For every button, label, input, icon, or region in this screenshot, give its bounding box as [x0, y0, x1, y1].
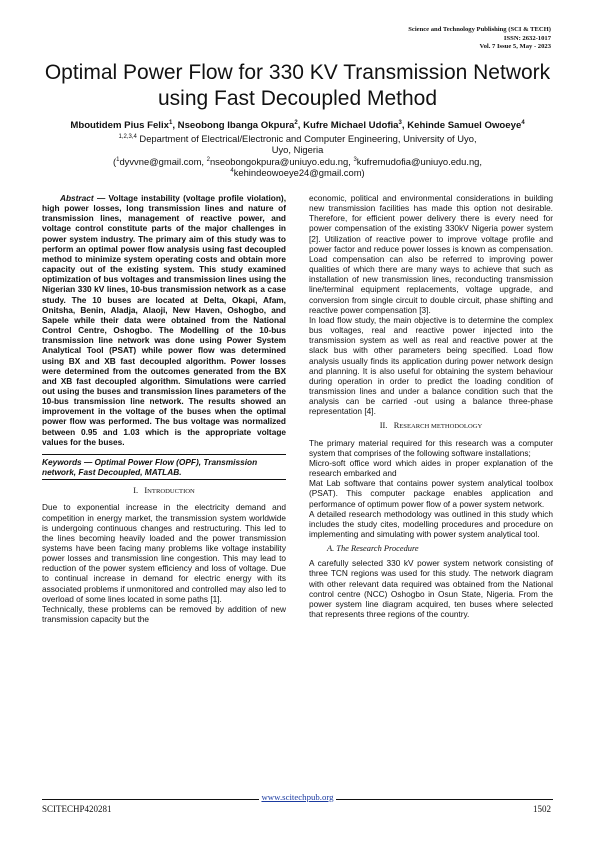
- author-name: Nseobong Ibanga Okpura: [177, 120, 295, 131]
- author-sup: 2: [294, 119, 298, 126]
- section-heading-introduction: [42, 486, 286, 497]
- section-number: I.: [133, 486, 139, 496]
- journal-header: [408, 26, 551, 52]
- author-emails-line2: $^4$kehindeowoeye24@gmail.com): [230, 167, 365, 179]
- section-heading-initial: R: [393, 421, 400, 431]
- footer-url-container: [0, 792, 595, 802]
- intro-paragraph-2-continued: economic, political and environmental considerations in building new transmission facilities has made this option not desirable. Therefore, for efficient power delivery there is every need for power compensation of the existing 330kV Nigeria power system [2]. Utilization of reactive power to improve voltage profile and power factor and reduce power losses is known as compensation. Load compensation can also be referred to improving power qualities of which there are many ways to achieve that such as installation of new transmission lines, reconducting transmission line/terminal equipment replacements, voltage upgrade, and conversion from single circuit to double circuit, phase shifting and reactive power compensation [3].: [309, 193, 553, 315]
- method-paragraph-4: A detailed research methodology was outlined in this study which includes the study cites, modelling procedures and procedure on implementing and simulating with power system analytical tool.: [309, 508, 553, 539]
- email-1: dyvvne@gmail.com,: [119, 155, 207, 167]
- keywords: Keywords — Optimal Power Flow (OPF), Transmission network, Fast Decoupled, MATLAB.: [42, 454, 286, 480]
- section-heading-rest: ESEARCH METHODOLOGY: [399, 423, 483, 431]
- journal-name: Science and Technology Publishing (SCI & TECH): [408, 26, 551, 33]
- author-sup: 4: [521, 119, 525, 126]
- abstract-label: Abstract: [60, 193, 94, 203]
- affiliation: [40, 133, 555, 179]
- method-paragraph-2: Micro-soft office word which aides in proper explanation of the research embarked and: [309, 457, 553, 479]
- section-heading-rest: NTRODUCTION: [147, 488, 195, 496]
- page-number: 1502: [533, 804, 551, 814]
- affiliation-dept: [40, 133, 555, 144]
- abstract-text: — Voltage instability (voltage profile violation), high power losses, long transmission lines and nature of transmission lines, management of reactive power, and voltage control constitute parts of the major challenges in power system industry. The primary aim of this study was to perform an optimal power flow analysis using fast decoupled method to minimize system operating costs and obtain more capacity out of the existing system. This study examined optimization of bus voltages and transmission lines using the Nigerian 330 kV lines, 10-bus transmission network as a case study. The 10 buses are located at Delta, Okapi, Afam, Onitsha, Benin, Aladja, Alaoji, New Haven, Oshogbo, and Sapele while their data were obtained from the National Control Centre, Oshogbo. The Modelling of the 10-bus transmission line network was done using Power System Analytical Tool (PSAT) while power flow was determined using BX and XB fast decoupled algorithm. Power losses were determined from the outcomes generated from the BX and XB fast decoupled algorithm. Simulations were carried out using the buses and transmission lines parameters of the 10-bus transmission line network. The results showed an improvement in the voltage of the buses when the optimal power flow was performed. The bus voltage was normalized between 0.95 and 1.03 which is the appropriate voltage values for the buses.: [42, 193, 286, 447]
- author-name: Kufre Michael Udofia: [303, 120, 399, 131]
- method-paragraph-1: The primary material required for this research was a computer system that comprises of the following software installations;: [309, 437, 553, 458]
- method-paragraph-3: Mat Lab software that contains power system analytical toolbox (PSAT). This computer package enables application and performance of optimum power flow of a power system network.: [309, 478, 553, 509]
- subsection-heading-research-procedure: A. The Research Procedure: [327, 544, 419, 554]
- right-column: [309, 193, 553, 619]
- section-heading-methodology: [309, 421, 553, 432]
- intro-paragraph-3: In load flow study, the main objective is to determine the complex bus voltages, real and reactive power injected into the transmission system as well as real and reactive power at the slack bus with other parameters being specified. Load flow analysis usually finds its application during power network design and planning. It is also useful for obtaining the system behaviour during operation in order to predict the loading condition of transmission lines and under a balance condition such that the analysis can be carried -out using a balance three-phase representation [4].: [309, 314, 553, 417]
- affiliation-sup: 1,2,3,4: [118, 133, 137, 140]
- left-column: [42, 193, 286, 624]
- footer-url-link[interactable]: www.scitechpub.org: [261, 792, 334, 802]
- affiliation-dept-text: Department of Electrical/Electronic and Computer Engineering, University of Uyo,: [136, 133, 477, 144]
- journal-volume: Vol. 7 Issue 5, May - 2023: [479, 43, 551, 51]
- author-emails: ($^1$dyvvne@gmail.com, $^2$nseobongokpura@uniuyo.edu.ng, $^3$kufremudofia@uniuyo.edu.ng,: [112, 155, 483, 167]
- email-2: nseobongokpura@uniuyo.edu.ng,: [209, 155, 354, 167]
- author-separator: ,: [401, 120, 408, 131]
- journal-issn: ISSN: 2632-1017: [503, 34, 551, 42]
- method-paragraph-5: A carefully selected 330 kV power system network consisting of three TCN regions was used for this study. The network diagram with other relevant data required was obtained from the National control centre (NCC) Oshogbo in Osun State, Nigeria. From the power system line diagram acquired, ten buses where selected that represents three regions of the country.: [309, 558, 553, 620]
- email-4: kehindeowoeye24@gmail.com): [233, 167, 365, 179]
- abstract: [42, 193, 286, 447]
- intro-paragraph-2: Technically, these problems can be removed by addition of new transmission capacity but the: [42, 603, 286, 625]
- author-separator: ,: [172, 120, 178, 131]
- author-separator: ,: [297, 120, 304, 131]
- author-sup: 1: [168, 119, 173, 126]
- author-list: [40, 120, 555, 132]
- section-number: II.: [379, 421, 388, 431]
- author-name: Mboutidem Pius Felix: [70, 120, 169, 131]
- paper-title: Optimal Power Flow for 330 KV Transmission Network using Fast Decoupled Method: [44, 61, 551, 110]
- section-heading-initial: I: [144, 486, 148, 496]
- author-name: Kehinde Samuel Owoeye: [407, 120, 522, 131]
- paper-code: SCITECHP420281: [42, 804, 112, 814]
- author-sup: 3: [398, 119, 402, 126]
- affiliation-city: Uyo, Nigeria: [271, 144, 324, 156]
- intro-paragraph-1: Due to exponential increase in the electricity demand and competition in energy market, the transmission system worldwide is undergoing continuous changes and restructuring. This led to the lines becoming heavily loaded and the power transmission systems have been facing many problems like voltage instability power losses and transmission line congestion. This may lead to reduction of the power system efficiency and loss of voltage. Due to continual increase in demand for electric energy with its associated problems if unmonitored and controlled may also led to overload of some lines located in some paths [1].: [42, 502, 286, 604]
- email-3: kufremudofia@uniuyo.edu.ng,: [356, 155, 483, 167]
